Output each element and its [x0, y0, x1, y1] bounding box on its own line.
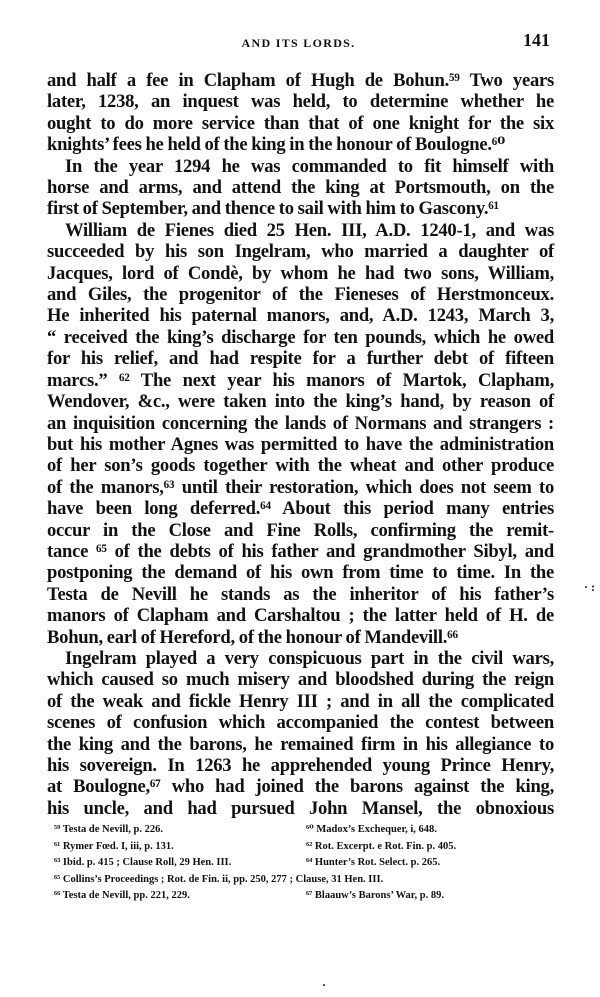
footnote-row [54, 822, 554, 839]
text-line: knights’ fees he held of the king in the honour of Boulogne.⁶⁰ [47, 134, 505, 156]
text-line: postponing the demand of his own from time to time. In the [47, 562, 554, 584]
footnote-67: ⁶⁷ Blaauw’s Barons’ War, p. 89. [306, 890, 444, 901]
text-line: and Giles, the progenitor of the Fieneses of Herstmonceux. [47, 284, 554, 306]
running-head: AND ITS LORDS. [241, 36, 356, 50]
text-line: his sovereign. In 1263 he apprehended young Prince Henry, [47, 755, 554, 776]
footnote-64: ⁶⁴ Hunter’s Rot. Select. p. 265. [306, 857, 441, 868]
text-line: occur in the Close and Fine Rolls, confirming the remit- [47, 519, 554, 541]
text-line: of her son’s goods together with the wheat and other produce [47, 455, 554, 477]
text-line: scenes of confusion which accompanied the contest between [47, 712, 554, 734]
text-line: He inherited his paternal manors, and, A.D. 1243, March 3, [47, 305, 554, 327]
footnotes [54, 822, 554, 905]
footnote-row [54, 839, 554, 856]
bottom-speck: · [322, 978, 327, 992]
footnote-66: ⁶⁶ Testa de Nevill, pp. 221, 229. [54, 890, 190, 901]
text-line: succeeded by his son Ingelram, who married a daughter of [47, 241, 554, 263]
page-number: 141 [523, 30, 550, 50]
text-line: which caused so much misery and bloodshed during the reign [47, 669, 554, 691]
text-line: “ received the king’s discharge for ten pounds, which he owed [47, 326, 554, 348]
text-line: manors of Clapham and Carshaltou ; the latter held of H. de [47, 605, 554, 627]
footnote-60: ⁶⁰ Madox’s Exchequer, i, 648. [306, 824, 437, 835]
text-line: Ingelram played a very conspicuous part in the civil wars, [65, 647, 554, 669]
text-line: later, 1238, an inquest was held, to determine whether he [47, 91, 554, 113]
text-line: William de Fienes died 25 Hen. III, A.D. 1240-1, and was [65, 219, 554, 241]
text-line: Bohun, earl of Hereford, of the honour of Mandevill.⁶⁶ [47, 626, 458, 648]
page-header [47, 30, 550, 54]
text-line: horse and arms, and attend the king at Portsmouth, on the [47, 177, 554, 199]
text-line: first of September, and thence to sail with him to Gascony.⁶¹ [47, 198, 499, 220]
margin-specks: · : [584, 580, 595, 594]
text-line: at Boulogne,⁶⁷ who had joined the barons against the king, [47, 776, 554, 798]
text-line: have been long deferred.⁶⁴ About this period many entries [47, 498, 554, 520]
text-line: of the manors,⁶³ until their restoration, which does not seem to [47, 476, 554, 498]
text-line: Wendover, &c., were taken into the king’s hand, by reason of [47, 391, 554, 413]
text-line: and half a fee in Clapham of Hugh de Bohun.⁵⁹ Two years [47, 70, 554, 91]
text-line: tance ⁶⁵ of the debts of his father and grandmother Sibyl, and [47, 540, 554, 562]
footnote-61: ⁶¹ Rymer Fœd. I, iii, p. 131. [54, 840, 174, 852]
footnote-63: ⁶³ Ibid. p. 415 ; Clause Roll, 29 Hen. III. [54, 857, 232, 868]
text-line: an inquisition concerning the lands of Normans and strangers : [47, 412, 554, 434]
text-line: marcs.” ⁶² The next year his manors of Martok, Clapham, [47, 369, 554, 391]
text-line: In the year 1294 he was commanded to fit himself with [65, 155, 554, 177]
text-line: for his relief, and had respite for a further debt of fifteen [47, 348, 554, 370]
body-text [47, 70, 554, 819]
text-line: his uncle, and had pursued John Mansel, the obnoxious [47, 797, 554, 819]
text-line: but his mother Agnes was permitted to have the administration [47, 433, 554, 455]
footnote-65: ⁶⁵ Collins’s Proceedings ; Rot. de Fin. ii, pp. 250, 277 ; Clause, 31 Hen. III. [54, 873, 384, 885]
text-line: Jacques, lord of Condè, by whom he had two sons, William, [47, 262, 554, 284]
footnote-59: ⁵⁹ Testa de Nevill, p. 226. [54, 824, 163, 835]
text-line: the king and the barons, he remained firm in his allegiance to [47, 733, 554, 755]
footnote-row [54, 855, 554, 872]
text-line: Testa de Nevill he stands as the inheritor of his father’s [47, 583, 554, 605]
text-line: of the weak and fickle Henry III ; and in all the complicated [47, 690, 554, 712]
footnote-row [54, 888, 554, 905]
footnote-62: ⁶² Rot. Excerpt. e Rot. Fin. p. 405. [306, 840, 457, 852]
text-line: ought to do more service than that of one knight for the six [47, 112, 554, 134]
